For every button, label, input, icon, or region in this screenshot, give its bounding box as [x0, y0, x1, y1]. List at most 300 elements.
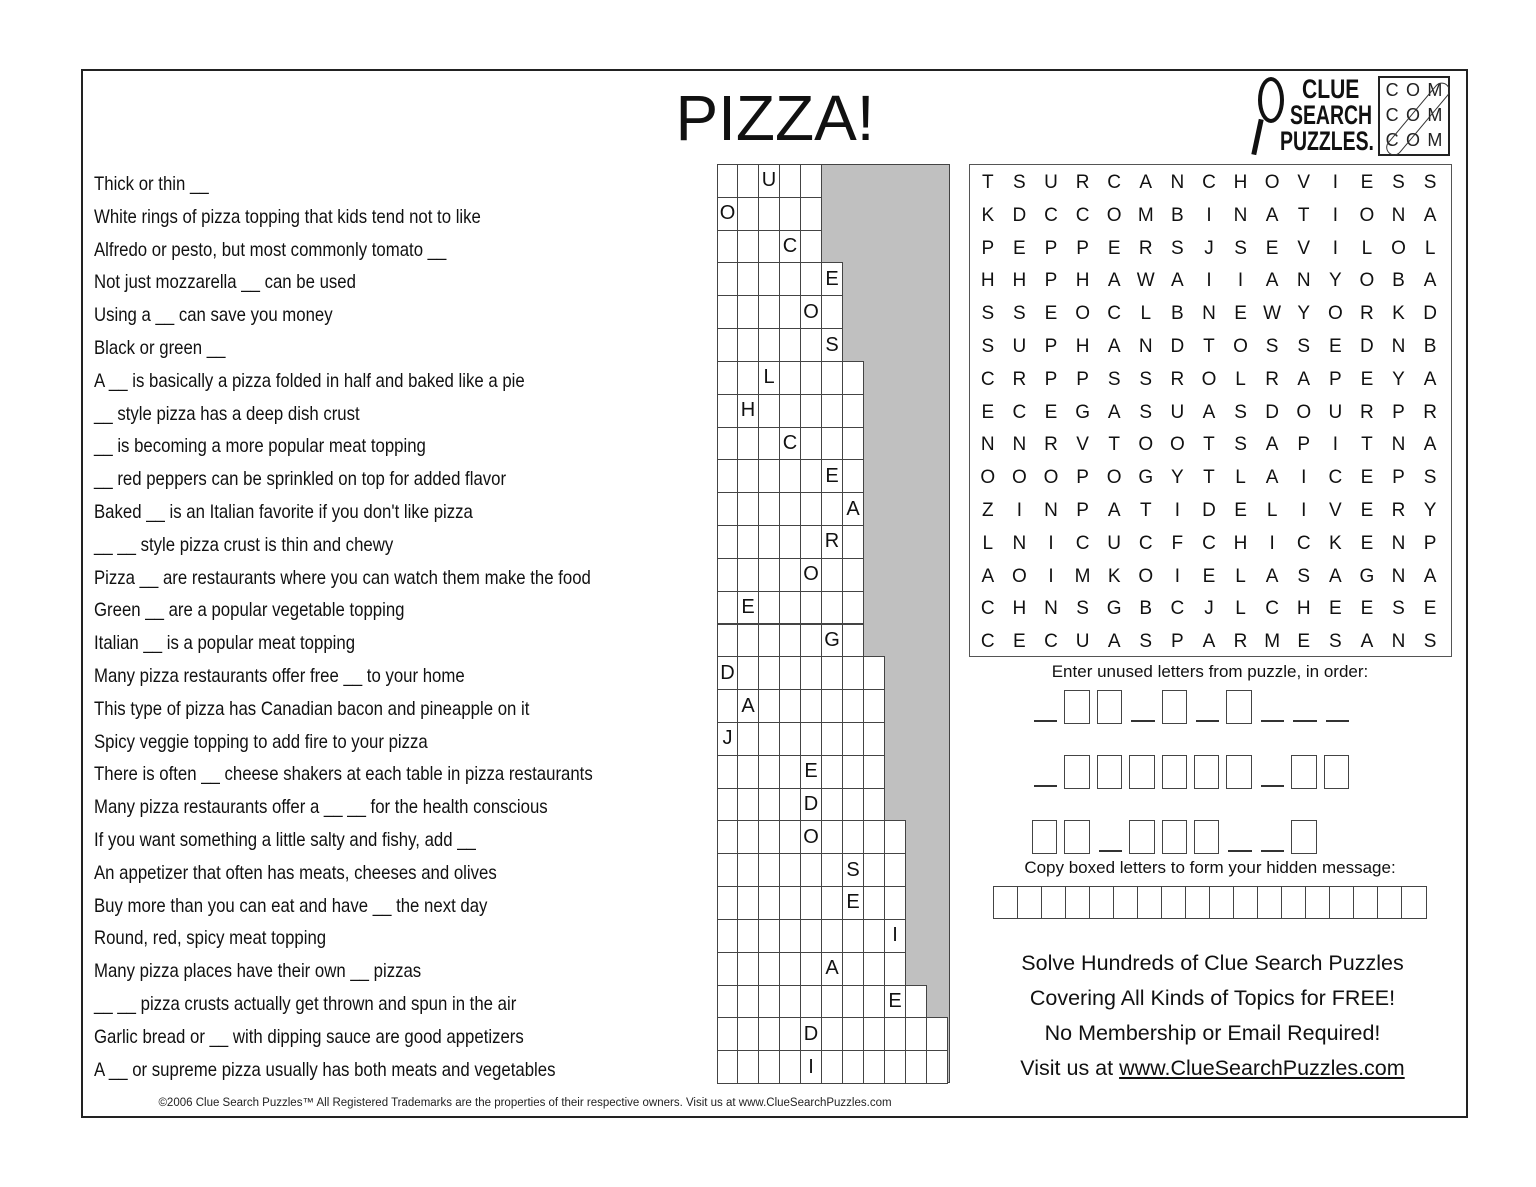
word-search-letter[interactable]: T	[1203, 434, 1215, 456]
answer-cell[interactable]	[843, 1017, 864, 1051]
answer-cell[interactable]: E	[822, 262, 843, 296]
answer-cell[interactable]	[864, 656, 885, 690]
answer-cell[interactable]: E	[738, 591, 759, 625]
answer-cell[interactable]	[864, 689, 885, 723]
word-search-letter[interactable]: E	[1360, 532, 1374, 554]
boxed-letter-slot[interactable]	[1161, 753, 1193, 789]
answer-cell[interactable]	[906, 985, 927, 1019]
answer-cell[interactable]: D	[801, 788, 822, 822]
answer-cell[interactable]	[885, 820, 906, 854]
answer-cell[interactable]	[717, 853, 738, 887]
boxed-letter-slot[interactable]	[1161, 818, 1193, 854]
answer-cell[interactable]	[759, 459, 780, 493]
word-search-letter[interactable]: S	[1265, 335, 1279, 357]
answer-cell[interactable]: C	[780, 230, 801, 264]
boxed-letter-slot[interactable]	[1128, 818, 1160, 854]
answer-cell[interactable]	[738, 952, 759, 986]
answer-cell[interactable]	[759, 230, 780, 264]
answer-cell[interactable]	[780, 788, 801, 822]
answer-cell[interactable]	[759, 197, 780, 231]
word-search-letter[interactable]: A	[1107, 631, 1121, 653]
boxed-letter-slot[interactable]	[1290, 753, 1322, 789]
word-search-letter[interactable]: S	[1234, 434, 1247, 456]
word-search-letter[interactable]: T	[1361, 434, 1373, 456]
word-search-letter[interactable]: H	[1233, 172, 1248, 193]
word-search-letter[interactable]: U	[1328, 401, 1343, 423]
word-search-letter[interactable]: E	[1234, 499, 1247, 521]
boxed-letter-slot[interactable]	[1161, 688, 1193, 724]
word-search-letter[interactable]: H	[1075, 335, 1090, 357]
answer-cell[interactable]	[738, 1017, 759, 1051]
answer-cell[interactable]	[822, 591, 843, 625]
answer-cell[interactable]	[717, 558, 738, 592]
answer-cell[interactable]	[717, 361, 738, 395]
letter-blank[interactable]	[1323, 688, 1355, 724]
answer-cell[interactable]	[738, 328, 759, 362]
answer-cell[interactable]	[738, 624, 759, 658]
word-search-letter[interactable]: I	[1332, 204, 1338, 226]
answer-cell[interactable]	[759, 919, 780, 953]
word-search-letter[interactable]: R	[1360, 303, 1374, 325]
answer-cell[interactable]: G	[822, 624, 843, 658]
word-search-letter[interactable]: O	[1075, 303, 1090, 325]
answer-cell[interactable]	[780, 492, 801, 526]
hidden-message-cell[interactable]	[1138, 887, 1162, 918]
answer-cell[interactable]	[822, 689, 843, 723]
word-search-letter[interactable]: R	[1170, 368, 1185, 390]
answer-cell[interactable]	[801, 361, 822, 395]
word-search-letter[interactable]: P	[1076, 499, 1089, 521]
word-search-letter[interactable]: A	[1265, 204, 1279, 226]
word-search-letter[interactable]: E	[1202, 565, 1216, 587]
word-search-letter[interactable]: A	[1265, 467, 1279, 489]
hidden-message-cell[interactable]	[1354, 887, 1378, 918]
answer-cell[interactable]	[717, 1017, 738, 1051]
answer-cell[interactable]	[759, 558, 780, 592]
answer-cell[interactable]	[717, 459, 738, 493]
word-search-letter[interactable]: M	[1137, 204, 1154, 226]
answer-cell[interactable]	[885, 952, 906, 986]
letter-blank[interactable]	[1225, 818, 1257, 854]
word-search-letter[interactable]: C	[1012, 401, 1027, 423]
word-search-letter[interactable]: S	[1139, 401, 1153, 423]
answer-cell[interactable]	[843, 919, 864, 953]
hidden-message-cell[interactable]	[1042, 887, 1066, 918]
letter-blank[interactable]	[1258, 753, 1290, 789]
word-search-letter[interactable]: H	[1075, 270, 1090, 292]
word-search-letter[interactable]: L	[1235, 368, 1246, 390]
answer-cell[interactable]	[780, 394, 801, 428]
word-search-letter[interactable]: P	[1044, 237, 1058, 259]
word-search-letter[interactable]: E	[1044, 401, 1058, 423]
answer-cell[interactable]	[738, 164, 759, 198]
word-search-letter[interactable]: A	[1171, 270, 1184, 292]
answer-cell[interactable]	[759, 689, 780, 723]
word-search-letter[interactable]: H	[980, 270, 995, 292]
boxed-letter-slot[interactable]	[1063, 753, 1095, 789]
answer-cell[interactable]: H	[738, 394, 759, 428]
answer-cell[interactable]	[801, 328, 822, 362]
answer-cell[interactable]	[780, 985, 801, 1019]
answer-cell[interactable]	[738, 656, 759, 690]
answer-cell[interactable]: A	[738, 689, 759, 723]
word-search-letter[interactable]: R	[1423, 401, 1437, 423]
word-search-letter[interactable]: I	[1301, 499, 1307, 521]
answer-cell[interactable]	[822, 295, 843, 329]
answer-cell[interactable]	[843, 755, 864, 789]
answer-cell[interactable]	[801, 492, 822, 526]
word-search-letter[interactable]: A	[1202, 401, 1216, 423]
boxed-letter-slot[interactable]	[1063, 688, 1095, 724]
answer-cell[interactable]	[717, 985, 738, 1019]
answer-cell[interactable]	[801, 262, 822, 296]
word-search-letter[interactable]: P	[1297, 434, 1311, 456]
answer-cell[interactable]	[843, 525, 864, 559]
answer-cell[interactable]	[759, 820, 780, 854]
answer-cell[interactable]	[822, 853, 843, 887]
word-search-letter[interactable]: L	[1140, 303, 1152, 325]
answer-cell[interactable]: O	[801, 558, 822, 592]
word-search-letter[interactable]: R	[1012, 368, 1027, 390]
answer-cell[interactable]	[843, 427, 864, 461]
answer-cell[interactable]	[759, 427, 780, 461]
word-search-letter[interactable]: A	[981, 565, 995, 587]
boxed-letter-slot[interactable]	[1096, 688, 1128, 724]
answer-cell[interactable]	[738, 558, 759, 592]
word-search-letter[interactable]: I	[1174, 565, 1180, 587]
word-search-letter[interactable]: E	[1234, 303, 1247, 325]
word-search-letter[interactable]: O	[1138, 565, 1154, 587]
answer-cell[interactable]	[885, 886, 906, 920]
word-search-letter[interactable]: N	[1044, 598, 1058, 620]
word-search-letter[interactable]: N	[1233, 204, 1248, 226]
word-search-letter[interactable]: D	[1423, 303, 1437, 325]
word-search-letter[interactable]: C	[1044, 631, 1058, 653]
word-search-letter[interactable]: E	[981, 401, 995, 423]
answer-cell[interactable]	[864, 952, 885, 986]
word-search-letter[interactable]: I	[1332, 434, 1338, 456]
letter-blank[interactable]	[1096, 818, 1128, 854]
word-search-letter[interactable]: A	[1202, 631, 1216, 653]
word-search-letter[interactable]: C	[1328, 467, 1343, 489]
answer-cell[interactable]	[843, 788, 864, 822]
answer-cell[interactable]	[717, 492, 738, 526]
answer-cell[interactable]	[864, 886, 885, 920]
word-search-letter[interactable]: E	[1297, 631, 1311, 653]
letter-blank[interactable]	[1258, 818, 1290, 854]
word-search-letter[interactable]: P	[981, 237, 995, 259]
answer-cell[interactable]	[822, 755, 843, 789]
word-search-letter[interactable]: D	[1265, 401, 1279, 423]
word-search-letter[interactable]: C	[980, 598, 995, 620]
answer-cell[interactable]: O	[717, 197, 738, 231]
hidden-message-cell[interactable]	[994, 887, 1018, 918]
word-search-letter[interactable]: N	[1012, 532, 1027, 554]
answer-cell[interactable]	[822, 722, 843, 756]
answer-cell[interactable]	[717, 525, 738, 559]
word-search-letter[interactable]: R	[1265, 368, 1279, 390]
word-search-letter[interactable]: S	[1013, 172, 1026, 193]
answer-cell[interactable]	[738, 459, 759, 493]
boxed-letter-slot[interactable]	[1290, 818, 1322, 854]
answer-cell[interactable]	[801, 591, 822, 625]
word-search-letter[interactable]: I	[1206, 270, 1212, 292]
answer-cell[interactable]: C	[780, 427, 801, 461]
word-search-letter[interactable]: S	[1013, 303, 1026, 325]
letter-blank[interactable]	[1031, 753, 1063, 789]
word-search-letter[interactable]: A	[1423, 270, 1437, 292]
word-search-letter[interactable]: S	[981, 303, 995, 325]
answer-cell[interactable]	[780, 853, 801, 887]
answer-cell[interactable]	[822, 1017, 843, 1051]
answer-cell[interactable]	[801, 689, 822, 723]
word-search-letter[interactable]: A	[1423, 434, 1437, 456]
word-search-letter[interactable]: J	[1204, 237, 1214, 259]
answer-cell[interactable]	[717, 624, 738, 658]
answer-cell[interactable]: I	[801, 1050, 822, 1084]
answer-cell[interactable]	[738, 525, 759, 559]
word-search-letter[interactable]: S	[1423, 172, 1437, 193]
word-search-letter[interactable]: O	[1359, 204, 1375, 226]
answer-cell[interactable]	[759, 722, 780, 756]
word-search-letter[interactable]: I	[1174, 499, 1180, 521]
hidden-message-cell[interactable]	[1162, 887, 1186, 918]
word-search-letter[interactable]: I	[1332, 172, 1338, 193]
answer-cell[interactable]	[717, 262, 738, 296]
answer-cell[interactable]	[843, 624, 864, 658]
word-search-letter[interactable]: A	[1107, 335, 1121, 357]
answer-cell[interactable]	[843, 591, 864, 625]
word-search-letter[interactable]: G	[1138, 467, 1154, 489]
word-search-letter[interactable]: O	[1296, 401, 1312, 423]
hidden-message-cell[interactable]	[1330, 887, 1354, 918]
answer-cell[interactable]	[717, 820, 738, 854]
answer-cell[interactable]	[759, 591, 780, 625]
word-search-letter[interactable]: S	[1392, 598, 1405, 620]
word-search-letter[interactable]: A	[1265, 434, 1279, 456]
answer-cell[interactable]	[822, 492, 843, 526]
answer-cell[interactable]	[864, 853, 885, 887]
answer-cell[interactable]	[759, 853, 780, 887]
word-search-letter[interactable]: T	[1297, 204, 1310, 226]
word-search-letter[interactable]: K	[1392, 303, 1405, 325]
hidden-message-cell[interactable]	[1090, 887, 1114, 918]
word-search-letter[interactable]: M	[1074, 565, 1091, 587]
answer-cell[interactable]	[738, 295, 759, 329]
word-search-letter[interactable]: C	[1202, 172, 1216, 193]
word-search-letter[interactable]: S	[1423, 631, 1437, 653]
answer-cell[interactable]	[780, 886, 801, 920]
answer-cell[interactable]	[717, 689, 738, 723]
word-search-letter[interactable]: R	[1391, 499, 1406, 521]
answer-cell[interactable]: E	[801, 755, 822, 789]
word-search-letter[interactable]: J	[1204, 598, 1214, 620]
answer-cell[interactable]	[780, 591, 801, 625]
word-search-letter[interactable]: U	[1044, 172, 1058, 193]
word-search-letter[interactable]: K	[981, 204, 995, 226]
boxed-letter-slot[interactable]	[1193, 818, 1225, 854]
answer-cell[interactable]	[822, 361, 843, 395]
word-search-letter[interactable]: H	[1296, 598, 1311, 620]
word-search-letter[interactable]: I	[1332, 237, 1338, 259]
answer-cell[interactable]	[822, 656, 843, 690]
word-search-letter[interactable]: G	[1106, 598, 1122, 620]
hidden-message-cell[interactable]	[1018, 887, 1042, 918]
word-search-letter[interactable]: C	[1170, 598, 1185, 620]
word-search-letter[interactable]: O	[1169, 434, 1185, 456]
answer-cell[interactable]	[780, 361, 801, 395]
word-search-letter[interactable]: C	[1138, 532, 1153, 554]
word-search-letter[interactable]: E	[1360, 499, 1374, 521]
answer-cell[interactable]	[738, 230, 759, 264]
word-search-letter[interactable]: E	[1328, 598, 1342, 620]
answer-cell[interactable]	[885, 1017, 906, 1051]
word-search-letter[interactable]: B	[1392, 270, 1405, 292]
word-search-letter[interactable]: G	[1075, 401, 1090, 423]
word-search-letter[interactable]: L	[1361, 237, 1373, 259]
answer-cell[interactable]	[717, 1050, 738, 1084]
word-search-letter[interactable]: S	[1328, 631, 1342, 653]
word-search-letter[interactable]: T	[1203, 467, 1215, 489]
word-search-letter[interactable]: O	[1201, 368, 1217, 390]
word-search-letter[interactable]: E	[1013, 631, 1026, 653]
answer-cell[interactable]	[822, 1050, 843, 1084]
answer-cell[interactable]	[864, 919, 885, 953]
word-search-letter[interactable]: P	[1171, 631, 1184, 653]
word-search-letter[interactable]: S	[1297, 565, 1311, 587]
boxed-letter-slot[interactable]	[1225, 753, 1257, 789]
answer-cell[interactable]: D	[717, 656, 738, 690]
word-search-letter[interactable]: R	[1233, 631, 1248, 653]
answer-cell[interactable]: O	[801, 295, 822, 329]
word-search-letter[interactable]: A	[1360, 631, 1374, 653]
word-search-letter[interactable]: R	[1075, 172, 1090, 193]
word-search-letter[interactable]: S	[1171, 237, 1184, 259]
hidden-message-cell[interactable]	[1282, 887, 1306, 918]
answer-cell[interactable]	[885, 853, 906, 887]
answer-cell[interactable]	[780, 197, 801, 231]
answer-cell[interactable]	[780, 164, 801, 198]
answer-cell[interactable]	[738, 820, 759, 854]
word-search-letter[interactable]: N	[1044, 499, 1058, 521]
word-search-letter[interactable]: Y	[1297, 303, 1311, 325]
word-search-letter[interactable]: A	[1107, 499, 1121, 521]
word-search-letter[interactable]: A	[1139, 172, 1153, 193]
word-search-letter[interactable]: K	[1328, 532, 1342, 554]
answer-cell[interactable]: O	[801, 820, 822, 854]
word-search-letter[interactable]: B	[1139, 598, 1153, 620]
word-search-letter[interactable]: O	[1233, 335, 1248, 357]
word-search-letter[interactable]: S	[1076, 598, 1089, 620]
word-search-letter[interactable]: H	[1233, 532, 1248, 554]
word-search-letter[interactable]: A	[1297, 368, 1311, 390]
word-search-letter[interactable]: E	[1013, 237, 1026, 259]
word-search-letter[interactable]: U	[1170, 401, 1185, 423]
word-search-letter[interactable]: A	[1423, 204, 1437, 226]
word-search-letter[interactable]: D	[1202, 499, 1216, 521]
answer-cell[interactable]	[717, 591, 738, 625]
answer-cell[interactable]	[801, 197, 822, 231]
boxed-letter-slot[interactable]	[1225, 688, 1257, 724]
answer-cell[interactable]	[801, 919, 822, 953]
answer-cell[interactable]: L	[759, 361, 780, 395]
answer-cell[interactable]	[717, 427, 738, 461]
word-search-letter[interactable]: N	[1391, 532, 1406, 554]
answer-cell[interactable]	[780, 525, 801, 559]
answer-cell[interactable]	[822, 394, 843, 428]
word-search-letter[interactable]: L	[1235, 565, 1246, 587]
answer-cell[interactable]	[780, 328, 801, 362]
word-search-letter[interactable]: T	[1139, 499, 1152, 521]
answer-cell[interactable]	[843, 361, 864, 395]
word-search-letter[interactable]: N	[1391, 434, 1406, 456]
word-search-letter[interactable]: O	[1012, 467, 1027, 489]
word-search-letter[interactable]: E	[1360, 172, 1374, 193]
answer-cell[interactable]	[885, 1050, 906, 1084]
word-search-letter[interactable]: O	[1391, 237, 1406, 259]
word-search-letter[interactable]: S	[1392, 172, 1405, 193]
word-search-letter[interactable]: N	[1012, 434, 1027, 456]
word-search-letter[interactable]: A	[1265, 270, 1279, 292]
word-search-letter[interactable]: D	[1170, 335, 1185, 357]
word-search-letter[interactable]: L	[1266, 499, 1278, 521]
answer-cell[interactable]	[864, 755, 885, 789]
answer-cell[interactable]	[822, 820, 843, 854]
word-search-letter[interactable]: I	[1269, 532, 1275, 554]
website-link[interactable]: www.ClueSearchPuzzles.com	[1119, 1056, 1405, 1080]
word-search-letter[interactable]: E	[1360, 598, 1374, 620]
answer-cell[interactable]	[717, 328, 738, 362]
answer-cell[interactable]	[864, 1017, 885, 1051]
answer-cell[interactable]	[738, 985, 759, 1019]
answer-cell[interactable]	[759, 624, 780, 658]
word-search-letter[interactable]: N	[1391, 565, 1406, 587]
word-search-letter[interactable]: O	[1359, 270, 1375, 292]
word-search-letter[interactable]: O	[1043, 467, 1059, 489]
word-search-letter[interactable]: C	[1075, 204, 1090, 226]
word-search-letter[interactable]: A	[1107, 270, 1121, 292]
answer-cell[interactable]	[717, 755, 738, 789]
word-search-letter[interactable]: I	[1048, 565, 1054, 587]
word-search-letter[interactable]: E	[1360, 368, 1374, 390]
word-search-letter[interactable]: N	[1391, 335, 1406, 357]
word-search-letter[interactable]: N	[1296, 270, 1311, 292]
answer-cell[interactable]	[780, 459, 801, 493]
answer-cell[interactable]	[738, 755, 759, 789]
answer-cell[interactable]: I	[885, 919, 906, 953]
word-search-letter[interactable]: W	[1263, 303, 1282, 325]
boxed-letter-slot[interactable]	[1096, 753, 1128, 789]
word-search-letter[interactable]: S	[1297, 335, 1311, 357]
word-search-letter[interactable]: S	[981, 335, 995, 357]
answer-cell[interactable]	[717, 952, 738, 986]
word-search-letter[interactable]: C	[980, 368, 995, 390]
answer-cell[interactable]	[843, 952, 864, 986]
answer-cell[interactable]	[801, 624, 822, 658]
answer-cell[interactable]	[780, 755, 801, 789]
word-search-letter[interactable]: T	[981, 172, 994, 193]
answer-cell[interactable]	[780, 689, 801, 723]
answer-cell[interactable]	[801, 459, 822, 493]
word-search-letter[interactable]: C	[1107, 303, 1122, 325]
word-search-letter[interactable]: E	[1360, 467, 1374, 489]
word-search-letter[interactable]: T	[1203, 335, 1215, 357]
word-search-letter[interactable]: P	[1392, 467, 1405, 489]
boxed-letter-slot[interactable]	[1323, 753, 1355, 789]
word-search-letter[interactable]: C	[1075, 532, 1090, 554]
answer-cell[interactable]: E	[885, 985, 906, 1019]
word-search-letter[interactable]: I	[1206, 204, 1212, 226]
